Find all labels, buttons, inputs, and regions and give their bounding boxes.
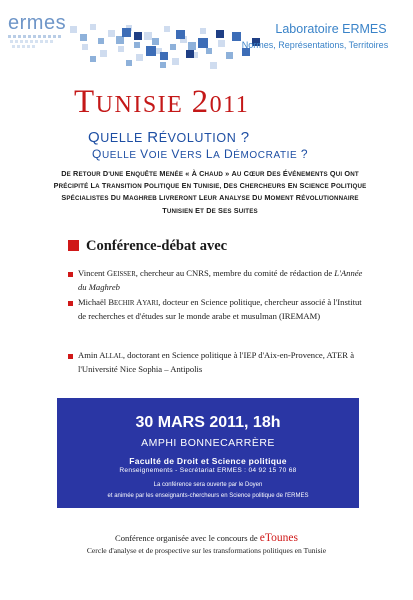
speaker-2: [78, 296, 365, 322]
conference-heading: Conférence-débat avec: [86, 238, 228, 254]
event-venue: AMPHI BONNECARRÈRE: [141, 437, 275, 449]
question-democracy-text: QUELLE VOIE VERS LA DÉMOCRATIE ?: [92, 147, 309, 161]
intro-text: DE RETOUR D'UNE ENQUÊTE MENÉE « À CHAUD » AU CŒUR DES ÉVÉNEMENTS QUI ONT PRÉCIPITÉ LA TRANSITION POLITIQUE EN TUNISIE, DES CHERCHEURS EN SCIENCE POLITIQUE SPÉCIALISTES DU MAGHREB LIVRERONT LEUR ANALYSE DU MOMENT RÉVOLUTIONNAIRE TUNISIEN ET DE SES SUITES: [53, 169, 367, 215]
event-info-banner: [57, 398, 359, 508]
footer-description: Cercle d'analyse et de prospective sur les transformations politiques en Tunisie: [86, 546, 327, 555]
ermes-logo: ermes: [8, 12, 67, 34]
contact-info: Renseignements - Secrétariat ERMES : 04 92 15 70 68: [119, 467, 297, 474]
question-revolution: [88, 129, 250, 146]
event-date: 30 MARS 2011, 18h: [135, 414, 281, 431]
speaker-3-name: Amin ALLAL: [78, 350, 123, 360]
lab-subtitle: Normes, Représentations, Territoires: [241, 40, 389, 50]
speaker-2-name: Michaël BECHIR AYARI: [78, 297, 159, 307]
speaker-1-name: Vincent GEISSER: [78, 268, 136, 278]
event-title-text: TUNISIE 2011: [74, 84, 250, 120]
speaker-3: [78, 349, 365, 375]
speaker-1: [78, 267, 365, 293]
question-democracy: [92, 147, 308, 161]
speaker-bullet: [68, 301, 73, 306]
speaker-bullet: [68, 354, 73, 359]
event-title: [74, 84, 249, 121]
opening-note-2: et animée par les enseignants-chercheurs en Science politique de l'ERMES: [107, 493, 309, 499]
speaker-1-role: , chercheur au CNRS, membre du comité de rédaction de: [135, 268, 335, 278]
intro-paragraph: [52, 168, 368, 217]
footer-sponsor-prefix: Conférence organisée avec le concours de: [115, 533, 260, 543]
lab-name: Laboratoire ERMES: [275, 22, 387, 36]
speaker-3-role: , doctorant en Science politique à l'IEP d'Aix-en-Provence, ATER à l'Université Nice Sophia – Antipolis: [78, 350, 355, 374]
opening-note-1: La conférence sera ouverte par le Doyen: [153, 482, 263, 488]
conference-red-square: [68, 240, 79, 251]
logo-dots-decoration: [8, 34, 68, 50]
etounes-brand: eTounes: [259, 532, 298, 544]
question-revolution-text: QUELLE RÉVOLUTION ?: [88, 129, 250, 146]
footer-sponsor: [0, 532, 413, 544]
speaker-bullet: [68, 272, 73, 277]
speaker-1-publication: L'Année du Maghreb: [78, 268, 363, 292]
faculty-name: Faculté de Droit et Science politique: [129, 456, 287, 466]
speaker-2-role: , docteur en Science politique, chercheur associé à l'Institut de recherches et d'études sur le monde arabe et musulman (IREMAM): [78, 297, 362, 321]
